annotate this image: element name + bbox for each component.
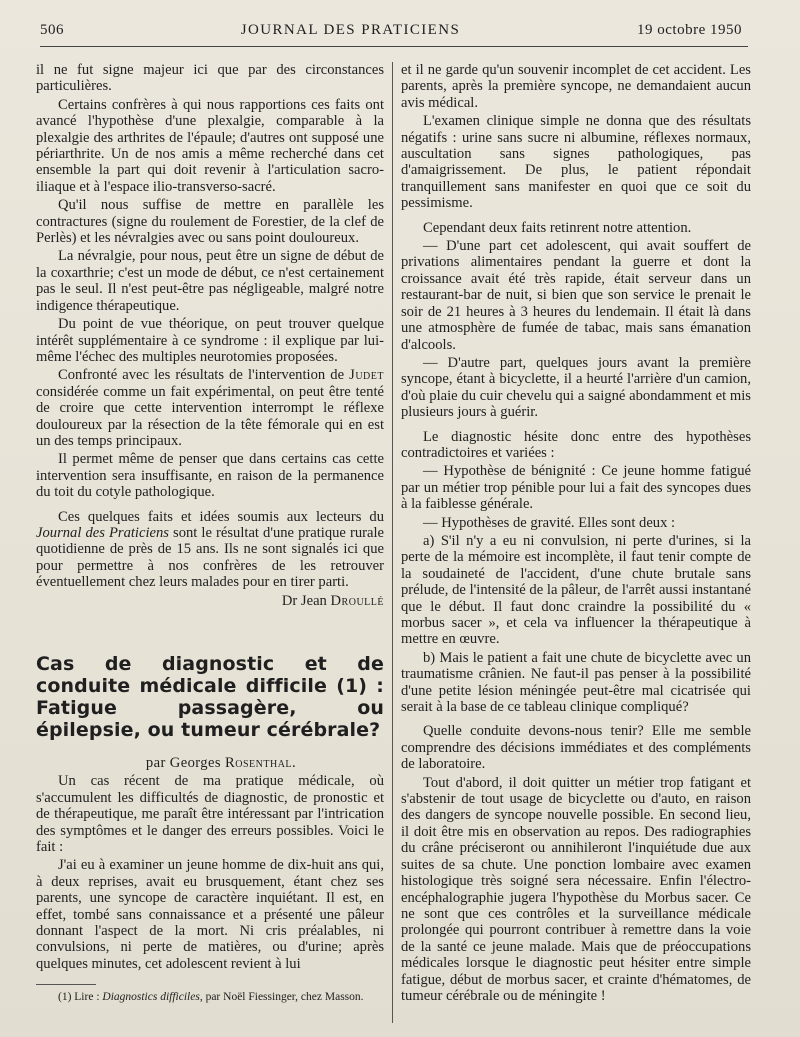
paragraph: Un cas récent de ma pratique médicale, où s'accumulent les difficultés de diagnostic, de pronostic et de thérapeutique, me paraît être intéressant par l'intrication des symptômes et le danger des erreurs possibles. Voici le fait : — [36, 773, 384, 856]
signature-name: Droullé — [330, 592, 384, 609]
article-title: Cas de diagnostic et de conduite médicale difficile (1) : Fatigue passagère, ou épilepsie, ou tumeur cérébrale? — [36, 653, 384, 741]
paragraph: — Hypothèse de bénignité : Ce jeune homme fatigué par un métier trop pénible pour lui a fait des syncopes dues à la faiblesse générale. — [401, 463, 751, 513]
byline-author: Rosenthal — [225, 755, 293, 771]
byline — [36, 755, 384, 771]
footnote — [36, 991, 384, 1004]
journal-title: JOURNAL DES PRATICIENS — [240, 22, 461, 38]
paragraph: — Hypothèses de gravité. Elles sont deux : — [423, 514, 676, 531]
paragraph: — D'autre part, quelques jours avant la première syncope, étant à bicyclette, il a heurté l'arrière d'un camion, d'où plaie du cuir chevelu qui a saigné abondamment et mis plusieurs jours à guérir. — [401, 354, 751, 421]
text-run: . — [292, 755, 297, 771]
paragraph: Cependant deux faits retinrent notre attention. — [423, 219, 692, 236]
footnote-book-title: Diagnostics difficiles — [102, 991, 200, 1004]
paragraph: La névralgie, pour nous, peut être un signe de début de la coxarthrie; c'est un mode de début, ce n'est certainement pas le seul. Il n'est peut-être pas négligeable, malgré notre indigence thérapeutique. — [36, 248, 384, 314]
text-run: Confronté avec les résultats de l'intervention de — [58, 367, 350, 384]
column-divider — [392, 62, 393, 1023]
paragraph: Quelle conduite devons-nous tenir? Elle me semble comprendre des décisions immédiates et des compléments de laboratoire. — [401, 723, 751, 773]
header-rule — [40, 46, 748, 47]
journal-name: Journal des Praticiens — [36, 524, 169, 541]
text-run: (1) Lire : — [58, 991, 103, 1004]
left-column — [36, 62, 384, 1029]
paragraph: Du point de vue théorique, on peut trouver quelque intérêt supplémentaire à ce syndrome : il explique par lui-même l'échec des multiples neurotomies proposées. — [36, 316, 384, 365]
text-run: par Georges — [145, 755, 226, 771]
text-run: Ces quelques faits et idées soumis aux lecteurs du — [58, 508, 384, 525]
page-number: 506 — [40, 22, 64, 38]
paragraph: Il permet même de penser que dans certains cas cette intervention sera insuffisante, en raison de la permanence du toit du cotyle pathologique. — [36, 451, 384, 501]
page-header — [40, 22, 742, 39]
text-run: considérée comme un fait expérimental, on peut être tenté de croire que cette intervention interrompt le réflexe douloureux par la résection de la tête fémorale qui en est un des temps principaux. — [36, 383, 384, 449]
paragraph: il ne fut signe majeur ici que par des circonstances particulières. — [36, 62, 384, 95]
paragraph: J'ai eu à examiner un jeune homme de dix-huit ans qui, à deux reprises, avait eu brusquement, étant chez ses parents, une syncope de caractère inquiétant. Il est, en effet, tombé sans connaissance et a présenté une pâleur donnant l'aspect de la mort. Ni cris préalables, ni convulsions, ni perte de matières, ou d'urine; après quelques minutes, cet adolescent revient à lui — [36, 857, 384, 972]
text-run: sont le résultat d'une pratique rurale quotidienne de près de 15 ans. Ils ne sont signalés ici que pour permettre à nos confrères de les retrouver éventuellement chez leurs malades pour en tirer parti. — [36, 524, 384, 591]
paragraph: Le diagnostic hésite donc entre des hypothèses contradictoires et variées : — [401, 428, 751, 461]
paragraph: — D'une part cet adolescent, qui avait souffert de privations alimentaires pendant la guerre et dont la croissance avait été très rapide, était serveur dans un restaurant-bar de nuit, si bien que son service le prenait le soir de 21 heures à 3 heures du lendemain. Il était là dans une atmosphère de fumée de tabac, mais sans émanation d'alcools. — [401, 238, 751, 353]
paragraph: et il ne garde qu'un souvenir incomplet de cet accident. Les parents, après la première syncope, ne demandaient aucun avis médical. — [401, 62, 751, 111]
paragraph: b) Mais le patient a fait une chute de bicyclette avec un traumatisme crânien. Ne faut-il pas penser à la possibilité d'une petite lésion méningée peut-être mal cicatrisée qui serait à la base de ce tableau clinique compliqué? — [401, 649, 751, 716]
text-run: Dr Jean — [281, 592, 331, 609]
right-column — [401, 62, 751, 1029]
paragraph: L'examen clinique simple ne donna que des résultats négatifs : urine sans sucre ni albumine, réflexes normaux, auscultation sans signes pathologiques, pas d'amaigrissement. De plus, le patient répondait tranquillement sans manifester en quoi que ce soit du pessimisme. — [401, 113, 751, 212]
paragraph — [36, 367, 384, 449]
paragraph: Qu'il nous suffise de mettre en parallèle les contractures (signe du roulement de Forestier, de la clef de Perlès) et les névralgies avec ou sans point douloureux. — [36, 197, 384, 247]
paragraph: Tout d'abord, il doit quitter un métier trop fatigant et s'abstenir de tout usage de bicyclette ou d'auto, en raison des dangers de syncope nouvelle possible. En second lieu, il doit être mis en observation au repos. Des radiographies du crâne préciseront ou annihileront l'inquiétude due aux suites de sa chute. Une ponction lombaire avec examen histologique très soigné sera nécessaire. Enfin l'électro-encéphalographie jugera l'hypothèse du Morbus sacer. Ce ne sont que ces contrôles et la surveillance médicale prolongée qui pourront contribuer à remettre dans la voie de la santé ce jeune malade. Mais que de préoccupations médicales lorsque le diagnostic peut hésiter entre simple fatigue, début de morbus sacer, et crainte d'hématomes, de tumeur cérébrale ou de méningite ! — [401, 774, 751, 1004]
paragraph: Certains confrères à qui nous rapportions ces faits ont avancé l'hypothèse d'une plexalgie, comparable à la plexalgie des arthrites de l'épaule; d'autres ont supposé une périarthrite. Un de nos amis a même recherché dans cet ensemble la part qui doit revenir à l'articulation sacro-iliaque et à l'espace ilio-transverso-sacré. — [36, 96, 384, 195]
paragraph: a) S'il n'y a eu ni convulsion, ni perte d'urines, si la perte de la mémoire est incomplète, il faut tenir compte de la soudaineté de l'accident, d'une chute brutale sans prélude, de l'intensité de la pâleur, de l'arrêt aussi instantané que le début. Il faut donc craindre la possibilité du « morbus sacer », et cela va influencer la thérapeutique à mettre en œuvre. — [401, 532, 751, 648]
signature — [36, 593, 384, 609]
footnote-rule — [36, 984, 96, 985]
text-run: , par Noël Fiessinger, chez Masson. — [199, 991, 364, 1004]
paragraph — [36, 509, 384, 591]
author-name-judet: Judet — [349, 367, 384, 384]
issue-date: 19 octobre 1950 — [637, 22, 742, 38]
